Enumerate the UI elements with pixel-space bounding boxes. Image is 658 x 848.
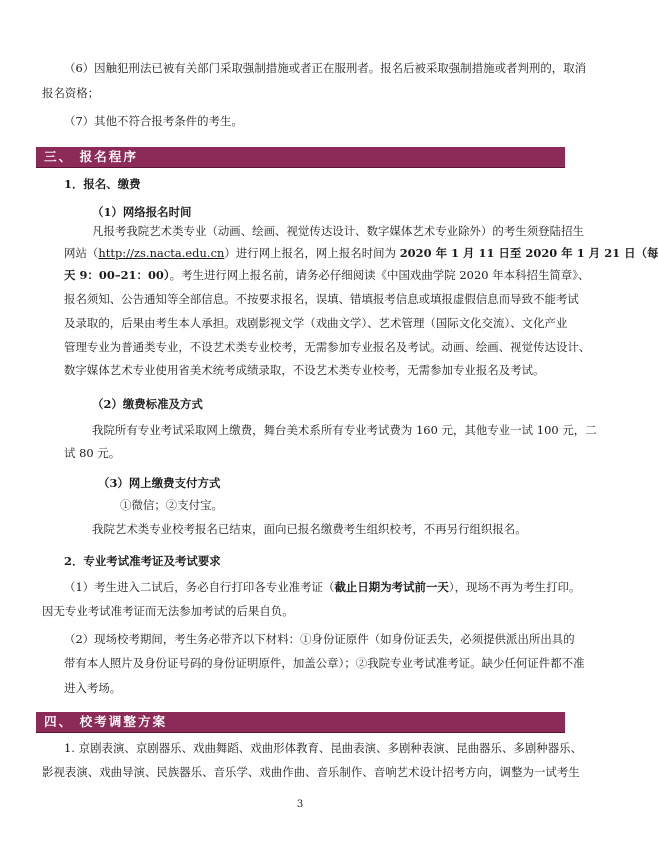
item-heading: （3）网上缴费支付方式 [98,476,221,490]
section-title: 四、 校考调整方案 [44,714,168,729]
section-header-band [36,712,565,733]
paragraph-line [64,267,589,283]
paragraph-line: 管理专业为普通类专业，不设艺术类专业校考，无需参加专业报名及考试。动画、绘画、视觉传达设计、 [64,340,591,354]
registration-period: 2020 年 1 月 11 日至 2020 年 1 月 21 日（每 [399,246,658,260]
paragraph-line [64,579,580,595]
item-heading: （1）网络报名时间 [92,205,192,219]
paragraph-line [64,245,658,261]
paragraph-line: 试 80 元。 [64,446,121,460]
subsection-heading: 2．专业考试准考证及考试要求 [64,554,221,568]
text-run: ），现场不再为考生打印。 [448,580,581,594]
admissions-website-link[interactable]: http://zs.nacta.edu.cn [98,246,225,260]
list-item-7: （7）其他不符合报考条件的考生。 [64,114,243,128]
paragraph-line: 影视表演、戏曲导演、民族器乐、音乐学、戏曲作曲、音乐制作、音响艺术设计招考方向，调整为一试考生 [42,765,580,779]
paragraph-line: 我院艺术类专业校考报名已结束，面向已报名缴费考生组织校考，不再另行组织报名。 [92,522,527,536]
item-heading: （2）缴费标准及方式 [92,397,203,411]
paragraph-line: 我院所有专业考试采取网上缴费，舞台美术系所有专业考试费为 160 元，其他专业一试 100 元，二 [92,423,597,437]
paragraph-line: 进入考场。 [64,681,122,695]
paragraph-line: 报名须知、公告通知等全部信息。不按要求报名，误填、错填报考信息或填报虚假信息而导致不能考试 [64,292,579,306]
section-title: 三、 报名程序 [44,149,138,164]
paragraph-line: 1. 京剧表演、京剧器乐、戏曲舞蹈、戏曲形体教育、昆曲表演、多剧种表演、昆曲器乐、多剧种器乐、 [64,741,583,755]
subsection-heading: 1．报名、缴费 [64,177,141,191]
list-item-6: （6）因触犯刑法已被有关部门采取强制措施或者正在服刑者。报名后被采取强制措施或者判刑的，取消 [64,61,587,75]
deadline-note: 截止日期为考试前一天 [334,580,449,594]
page-number: 3 [296,799,304,810]
text-run: ）进行网上报名，网上报名时间为 [224,246,400,260]
paragraph-line: 及录取的，后果由考生本人承担。戏剧影视文学（戏曲文学）、艺术管理（国际文化交流）、文化产业 [64,316,568,330]
paragraph-line: （2）现场校考期间，考生务必带齐以下材料：①身份证原件（如身份证丢失，必须提供派出所出具的 [64,632,575,646]
paragraph-line: 带有本人照片及身份证号码的身份证明原件，加盖公章）；②我院专业考试准考证。缺少任何证件都不准 [64,656,585,670]
text-run: （1）考生进入二试后，务必自行打印各专业准考证（ [64,580,335,594]
section-header-band [36,147,565,168]
paragraph-line: 因无专业考试准考证而无法参加考试的后果自负。 [42,604,294,618]
paragraph-line: 数字媒体艺术专业使用省美术统考成绩录取，不设艺术类专业校考，无需参加专业报名及考试。 [64,363,545,377]
paragraph-line: ①微信；②支付宝。 [120,498,223,512]
list-item-6-continued: 报名资格； [42,86,100,100]
registration-hours: 天 9：00–21：00） [64,268,170,282]
text-run: 网站（ [64,246,99,260]
paragraph-line: 凡报考我院艺术类专业（动画、绘画、视觉传达设计、数字媒体艺术专业除外）的考生须登陆招生 [92,224,584,238]
text-run: 。考生进行网上报名前，请务必仔细阅读《中国戏曲学院 2020 年本科招生简章》、 [169,268,590,282]
